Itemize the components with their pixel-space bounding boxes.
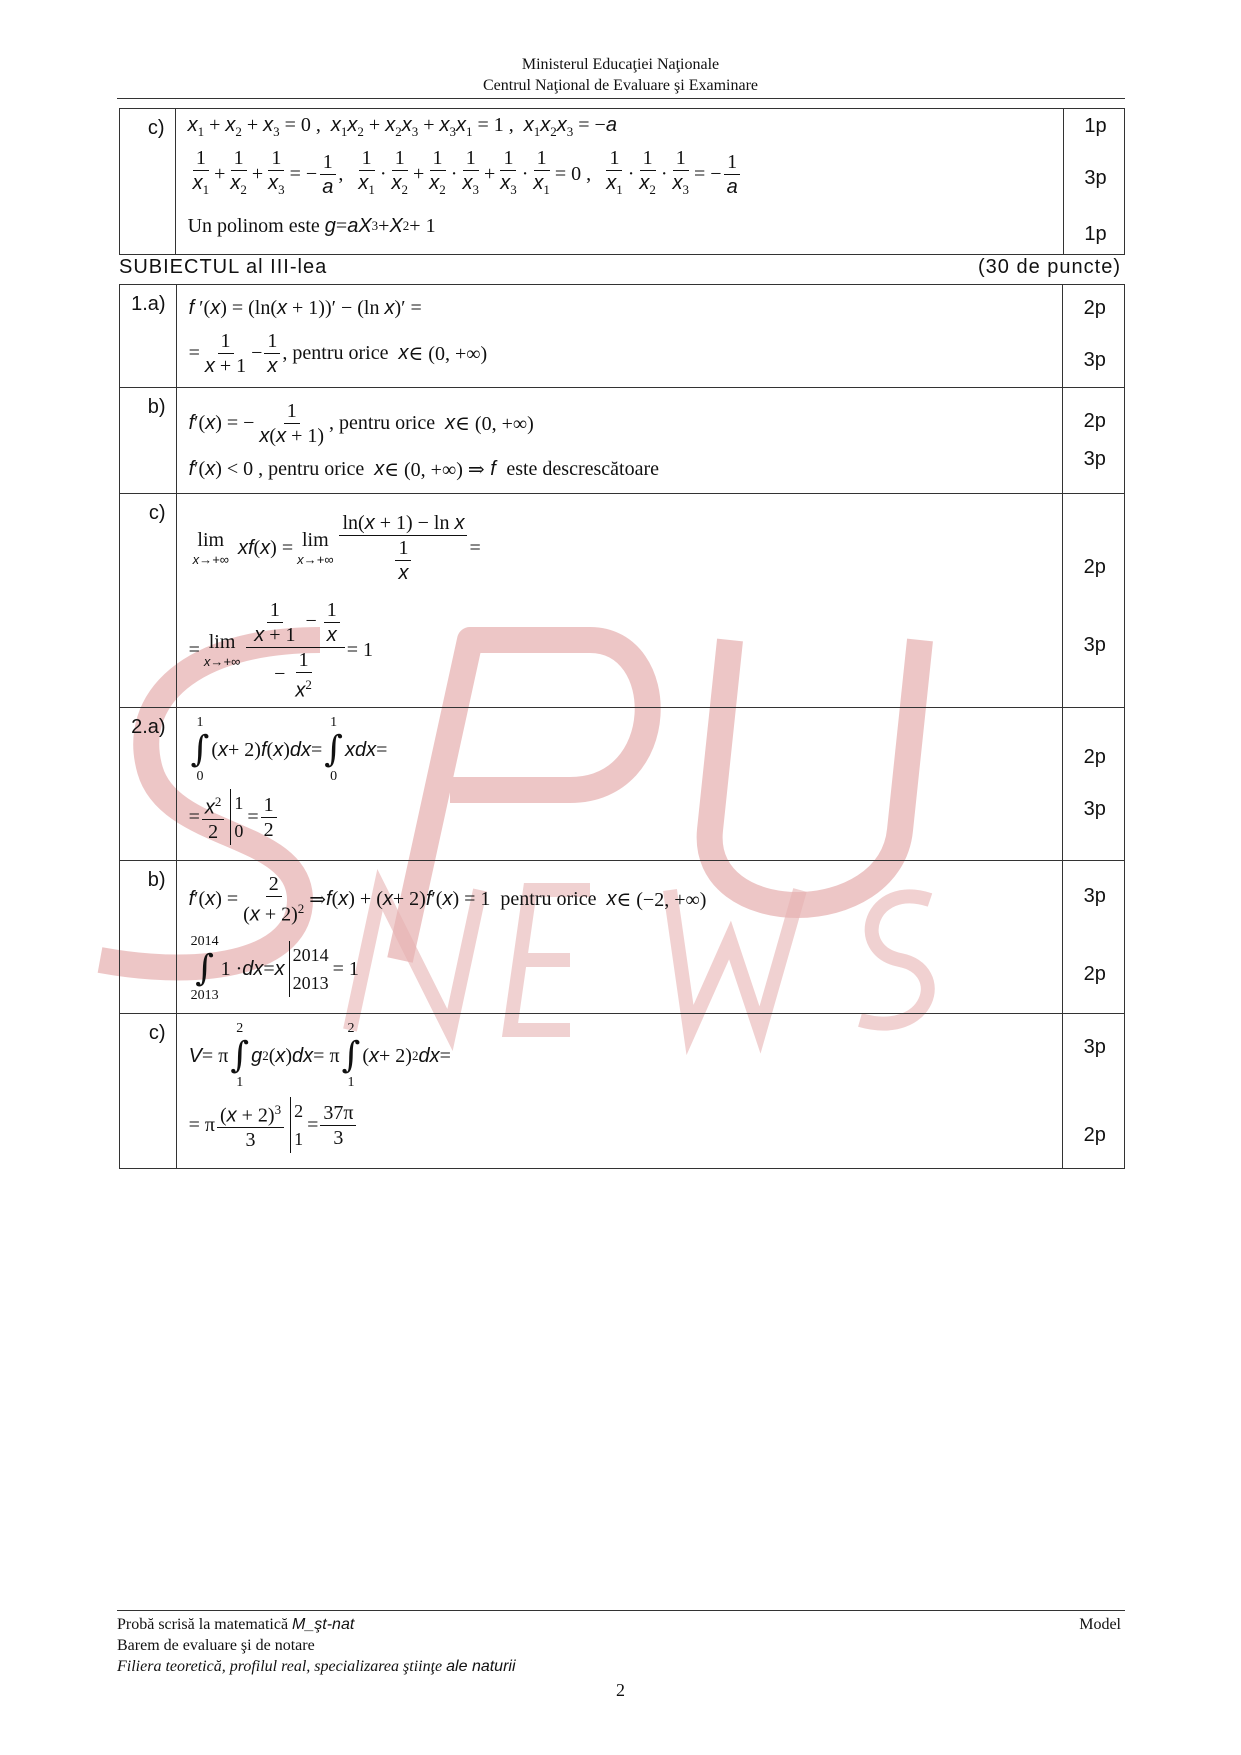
row-label: 2.a) bbox=[120, 708, 177, 861]
row-content: f ′( x ) = $\frac{2}{(x + 2)^2}$ ⇒ f ( x ) + ( x + 2) f ′( x ) = 1 pentru orice x ∈ (−2, +∞) 2014 ∫ 2013 1 · dx = x 2014 2013 = 1 bbox=[176, 861, 1063, 1014]
points-value: 3p bbox=[1083, 798, 1106, 820]
points-value: 1p bbox=[1084, 223, 1107, 245]
footer-line1: Probă scrisă la matematică bbox=[117, 1616, 289, 1633]
points-value: 2p bbox=[1083, 297, 1106, 319]
points-cell bbox=[1063, 494, 1125, 708]
header-divider bbox=[117, 98, 1125, 99]
page-footer bbox=[117, 1614, 1125, 1677]
points-value: 3p bbox=[1083, 448, 1106, 470]
points-value: 2p bbox=[1083, 410, 1106, 432]
row-label: c) bbox=[120, 109, 176, 255]
points-value: 2p bbox=[1083, 746, 1106, 768]
row-label: c) bbox=[120, 494, 177, 708]
subject-iii-table bbox=[119, 284, 1125, 1169]
footer-line2: Barem de evaluare şi de notare bbox=[117, 1637, 315, 1654]
page-number: 2 bbox=[616, 1680, 625, 1700]
points-cell bbox=[1063, 285, 1125, 388]
row-content: $x_1 + x_2 + x_3 = 0$ , $x_1x_2 + x_2x_3 + x_3x_1 = 1$ , $x_1x_2x_3 = -a$ $\frac{1}{x_1}$ + $\frac{1}{x_2}$ + $\frac{1}{x_3}$ = − $\frac{1}{a}$ , $\frac{1}{x_1}$ · $\frac{1}{x_2}$ + $\frac{1}{x_2}$ · $\frac{1}{x_3}$ + $\frac{1}{x_3}$ · $\frac{1}{x_1}$ = 0 , $\frac{1}{x_1}$ · $\frac{1}{x_2}$ · $\frac{1}{x_3}$ = − $\frac{1}{a}$ Un polinom este g = aX 3 + X 2 + 1 bbox=[175, 109, 1063, 255]
text: pentru orice bbox=[268, 457, 365, 480]
text: pentru orice bbox=[292, 341, 389, 364]
row-2b bbox=[120, 861, 1125, 1014]
points-value: 1p bbox=[1084, 115, 1107, 137]
points-cell bbox=[1064, 109, 1125, 255]
row-content: lim x→+∞ xf ( x ) = lim x→+∞ $\frac{\text{ln(x + 1) − ln x}}{\frac{1}{x}}$ = = lim x→+∞ $\frac{1}{x + 1}$ − $\frac{1}{x}$ − $\frac{1}{x^2}$ = 1 bbox=[176, 494, 1063, 708]
subject-heading bbox=[119, 256, 1121, 279]
row-content: 1 ∫ 0 ( x + 2) f ( x ) dx = 1 ∫ 0 xdx = = $\frac{x^2}{2}$ 1 0 = $\frac{1}{2}$ bbox=[176, 708, 1063, 861]
page-header bbox=[0, 54, 1241, 96]
row-1b bbox=[120, 388, 1125, 494]
points-value: 2p bbox=[1083, 556, 1106, 578]
row-label: 1.a) bbox=[120, 285, 177, 388]
row-content: f ′( x ) = − $\frac{1}{x(x + 1)}$ , pentru orice x ∈ (0, +∞) f ′( x ) < 0 , pentru orice x ∈ (0, +∞) ⇒ f este descrescătoare bbox=[176, 388, 1063, 494]
row-2a bbox=[120, 708, 1125, 861]
footer-line3: Filiera teoretică, profilul real, specializarea ştiinţe bbox=[117, 1658, 443, 1675]
footer-line3-italic: ale naturii bbox=[446, 1658, 516, 1675]
subject-title: SUBIECTUL al III-lea bbox=[119, 256, 328, 278]
poly-text: Un polinom este bbox=[187, 214, 320, 237]
points-value: 3p bbox=[1083, 634, 1106, 656]
footer-line1-italic: M_şt-nat bbox=[292, 1616, 355, 1633]
row-label: c) bbox=[120, 1014, 177, 1169]
points-value: 3p bbox=[1083, 349, 1106, 371]
points-value: 3p bbox=[1083, 885, 1106, 907]
text: este descrescătoare bbox=[506, 457, 659, 480]
points-cell bbox=[1063, 861, 1125, 1014]
points-value: 2p bbox=[1083, 1124, 1106, 1146]
header-ministry: Ministerul Educaţiei Naţionale bbox=[521, 56, 720, 73]
footer-divider bbox=[117, 1610, 1125, 1611]
points-cell bbox=[1063, 388, 1125, 494]
points-value: 3p bbox=[1083, 1036, 1106, 1058]
row-1c bbox=[120, 494, 1125, 708]
row-content: f ′(x) = (ln(x + 1))′ − (ln x)′ = = $\frac{1}{x + 1}$ − $\frac{1}{x}$ , pentru orice x ∈ (0, +∞) bbox=[176, 285, 1063, 388]
points-value: 2p bbox=[1083, 963, 1106, 985]
points-cell bbox=[1063, 708, 1125, 861]
row-2c bbox=[120, 1014, 1125, 1169]
row-1a bbox=[120, 285, 1125, 388]
previous-c-table bbox=[119, 108, 1125, 255]
footer-model: Model bbox=[1079, 1616, 1121, 1633]
subject-points: (30 de puncte) bbox=[978, 256, 1121, 278]
row-label: b) bbox=[120, 388, 177, 494]
header-center: Centrul Naţional de Evaluare şi Examinare bbox=[482, 77, 758, 94]
points-value: 3p bbox=[1084, 167, 1107, 189]
text: pentru orice bbox=[500, 887, 597, 910]
row-label: b) bbox=[120, 861, 177, 1014]
text: pentru orice bbox=[339, 411, 436, 434]
points-cell bbox=[1063, 1014, 1125, 1169]
row-content: V = π 2 ∫ 1 g 2 ( x ) dx = π 2 ∫ 1 ( x + 2) 2 dx = = π $\frac{(x + 2)^3}{3}$ 2 1 = $\frac{37\pi}{3}$ bbox=[176, 1014, 1063, 1169]
